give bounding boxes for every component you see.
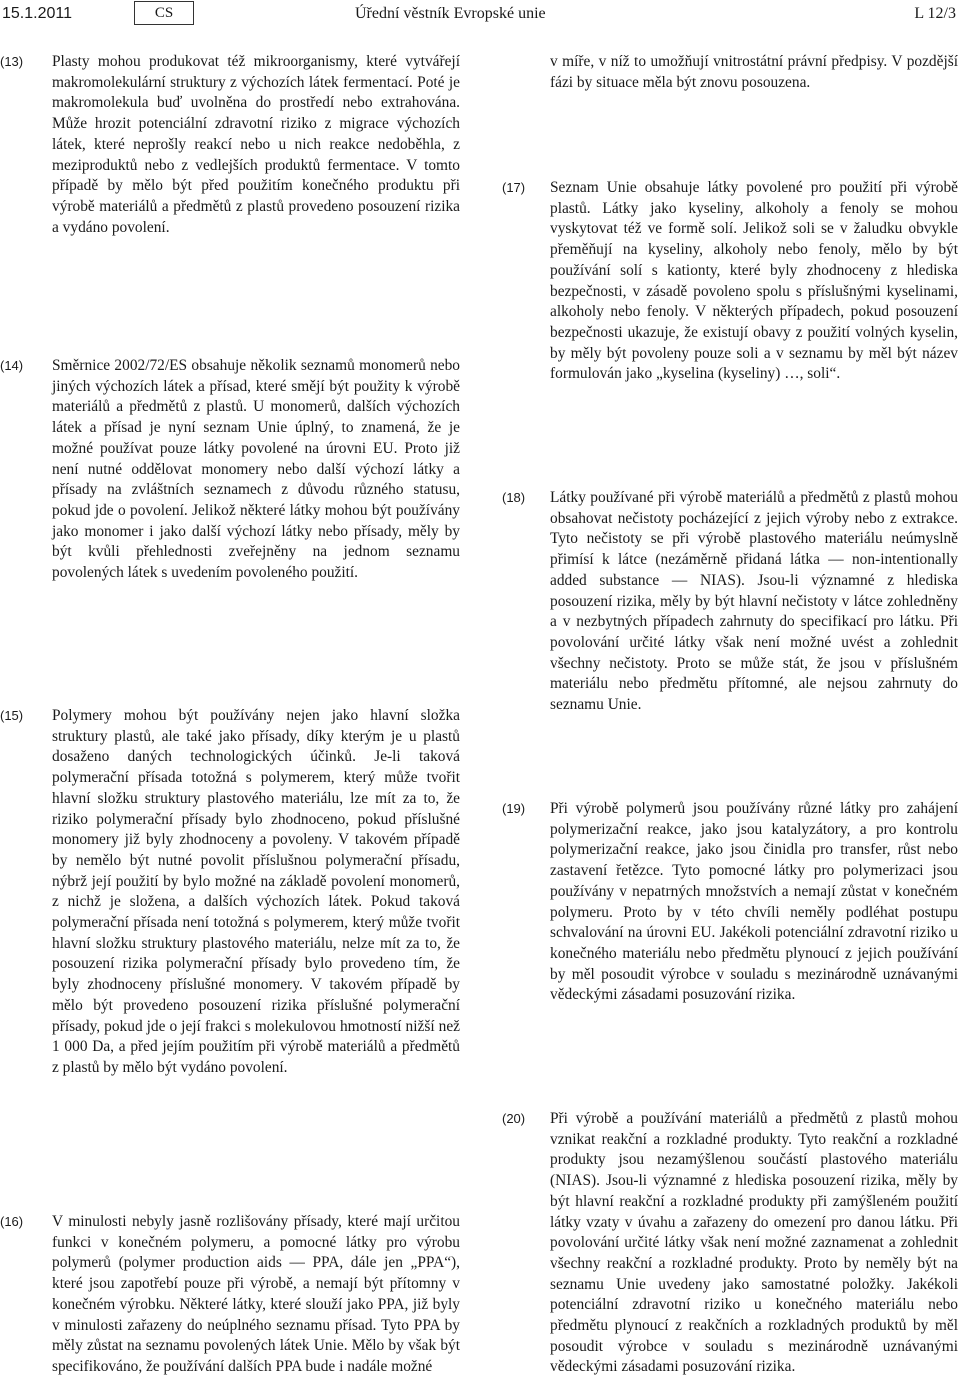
recital-number: (13) [0,54,24,69]
recital-13 [0,52,460,238]
recital-number: (18) [502,490,526,505]
recital-16 [0,1212,460,1378]
page-header [0,0,960,30]
recital-14 [0,356,460,584]
recital-text: Při výrobě a používání materiálů a předmětů z plastů mohou vznikat reakční a rozkladné produkty. Tyto reakční a rozkladné produkty jsou nezamýšlenou součástí plastového materiálu (NIAS). Jsou-li významné z hlediska posouzení rizika, měly by být hlavní reakční a rozkladné produkty při zamýšleném použití látky vzaty v úvahu a zařazeny do omezení pro danou látku. Při povolování určité látky však není možné zaznamenat a zohlednit všechny reakční a rozkladné produkty. Proto by neměly být na seznamu Unie uvedeny jako samostatné položky. Jakékoli potenciální zdravotní riziko u konečného materiálu nebo předmětu plynoucí z reakčních a rozkladných produktů by měl posoudit výrobce v souladu s mezinárodně uznávanými vědeckými zásadami posuzování rizika. [550,1110,958,1376]
journal-title: Úřední věstník Evropské unie [355,5,546,22]
recital-text: Plasty mohou produkovat též mikroorganismy, které vytvářejí makromolekulární struktury z výchozích látek fermentací. Poté je makromolekula buď uvolněna do prostředí nebo extrahována. Může hrozit potenciální zdravotní riziko z migrace výchozích látek, které neprošly reakcí nebo u nich reakce nedoběhla, z meziproduktů nebo z vedlejších produktů fermentace. V tomto případě by mělo být před použitím konečného produktu při výrobě materiálů a předmětů z plastů provedeno posouzení rizika a vydáno povolení. [52,53,460,236]
recital-17 [502,178,958,385]
recital-18 [502,488,958,716]
recital-number: (19) [502,801,526,816]
recital-number: (14) [0,358,24,373]
recital-text: Seznam Unie obsahuje látky povolené pro použití při výrobě plastů. Látky jako kyseliny, alkoholy a fenoly se mohou vyskytovat též ve formě solí. Jelikož soli se v žaludku obvykle přeměňují na kyseliny, alkoholy nebo fenoly, mělo by být používání solí s kationty, které byly zhodnoceny z hlediska bezpečnosti, v zásadě povoleno spolu s příslušnými kyselinami, alkoholy nebo fenoly. V některých případech, pokud posouzení bezpečnosti ukazuje, že existují obavy z použití volných kyselin, by měly být povoleny pouze soli a v seznamu by měl být název formulován jako „kyselina (kyseliny) …, soli“. [550,179,958,383]
recital-number: (15) [0,708,24,723]
recital-16-continuation [502,52,958,93]
language-badge: CS [134,1,194,25]
recital-number: (20) [502,1111,526,1126]
recital-text: Polymery mohou být používány nejen jako hlavní složka struktury plastů, ale také jako přísady, díky kterým je u plastů dosaženo daných technologických účinků. Je-li taková polymerační přísada totožná s polymerem, který může tvořit hlavní složku struktury plastového materiálu, lze mít za to, že riziko polymerační přísady bylo zhodnoceno, pokud příslušné monomery již byly zhodnoceny a povoleny. V takovém případě by nemělo být nutné povolit příslušnou polymerační přísadu, nýbrž její použití by bylo možné na základě povolení monomerů, z nichž je složena, a dalších výchozích látek. Pokud taková polymerační přísada není totožná s polymerem, který může tvořit hlavní složku struktury plastového materiálu, nelze mít za to, že posouzení rizika polymerační přísady bylo provedeno tím, že byly zhodnoceny příslušné monomery. V takovém případě by mělo být provedeno posouzení rizika příslušné polymerační přísady, pokud jde o její frakci s molekulovou hmotností nižší než 1 000 Da, a před jejím použitím při výrobě materiálů a předmětů z plastů by mělo být vydáno povolení. [52,707,460,1076]
recital-19 [502,799,958,1006]
recital-text: Směrnice 2002/72/ES obsahuje několik seznamů monomerů nebo jiných výchozích látek a přísad, které smějí být použity k výrobě materiálů a předmětů z plastů. U monomerů, dalších výchozích látek a přísad je nyní seznam Unie úplný, to znamená, že je možné používat pouze látky povolené na úrovni EU. Proto již není nutné oddělovat monomery nebo další výchozí látky a přísady na zvláštních seznamech z důvodu různého statusu, pokud jde o povolení. Jelikož některé látky mohou být používány jako monomer i jako další výchozí látky nebo přísady, měly by být kvůli přehlednosti zveřejněny na jednom seznamu povolených látek s uvedením povoleného použití. [52,357,460,582]
publication-date: 15.1.2011 [2,5,72,22]
recital-text: V minulosti nebyly jasně rozlišovány přísady, které mají určitou funkci v konečném polymeru, a pomocné látky pro výrobu polymerů (polymer production aids — PPA, dále jen „PPA“), které jsou zapotřebí pouze při výrobě, a nemají být přítomny v konečném výrobku. Některé látky, které slouží jako PPA, již byly v minulosti zařazeny do neúplného seznamu přísad. Tyto PPA by měly zůstat na seznamu povolených látek Unie. Mělo by však být specifikováno, že používání dalších PPA bude i nadále možné [52,1213,460,1375]
recital-number: (17) [502,180,526,195]
recital-text: Látky používané při výrobě materiálů a předmětů z plastů mohou obsahovat nečistoty pocházející z jejich výroby nebo z extrakce. Tyto nečistoty se při výrobě plastového materiálu neúmyslně přimísí k látce (nezáměrně přidaná látka — non-intentionally added substance — NIAS). Jsou-li významné z hlediska posouzení rizika, měly by být hlavní nečistoty v látce zohledněny a v nezbytných případech zahrnuty do specifikací pro látku. Při povolování určité látky však není možné uvést a zohlednit všechny nečistoty. Proto se může stát, že jsou v příslušném materiálu nebo předmětu přítomné, ale nejsou zahrnuty do seznamu Unie. [550,489,958,714]
recital-number: (16) [0,1214,24,1229]
recital-text: Při výrobě polymerů jsou používány různé látky pro zahájení polymerizační reakce, jako jsou katalyzátory, a pro kontrolu polymerizační reakce, jako jsou činidla pro transfer, růst nebo zastavení řetězce. Tyto pomocné látky pro polymerizaci jsou používány v nepatrných množstvích a nemají zůstat v konečném polymeru. Proto by v této chvíli neměly podléhat postupu schvalování na úrovni EU. Jakékoli potenciální zdravotní riziko u konečného materiálu nebo předmětu plynoucí z jejich používání by měl posoudit výrobce v souladu s mezinárodně uznávanými vědeckými zásadami posuzování rizika. [550,800,958,1004]
recital-20 [502,1109,958,1378]
recital-15 [0,706,460,1079]
recital-text: v míře, v níž to umožňují vnitrostátní právní předpisy. V pozdější fázi by situace měla být znovu posouzena. [550,53,958,91]
page-reference: L 12/3 [914,5,956,22]
